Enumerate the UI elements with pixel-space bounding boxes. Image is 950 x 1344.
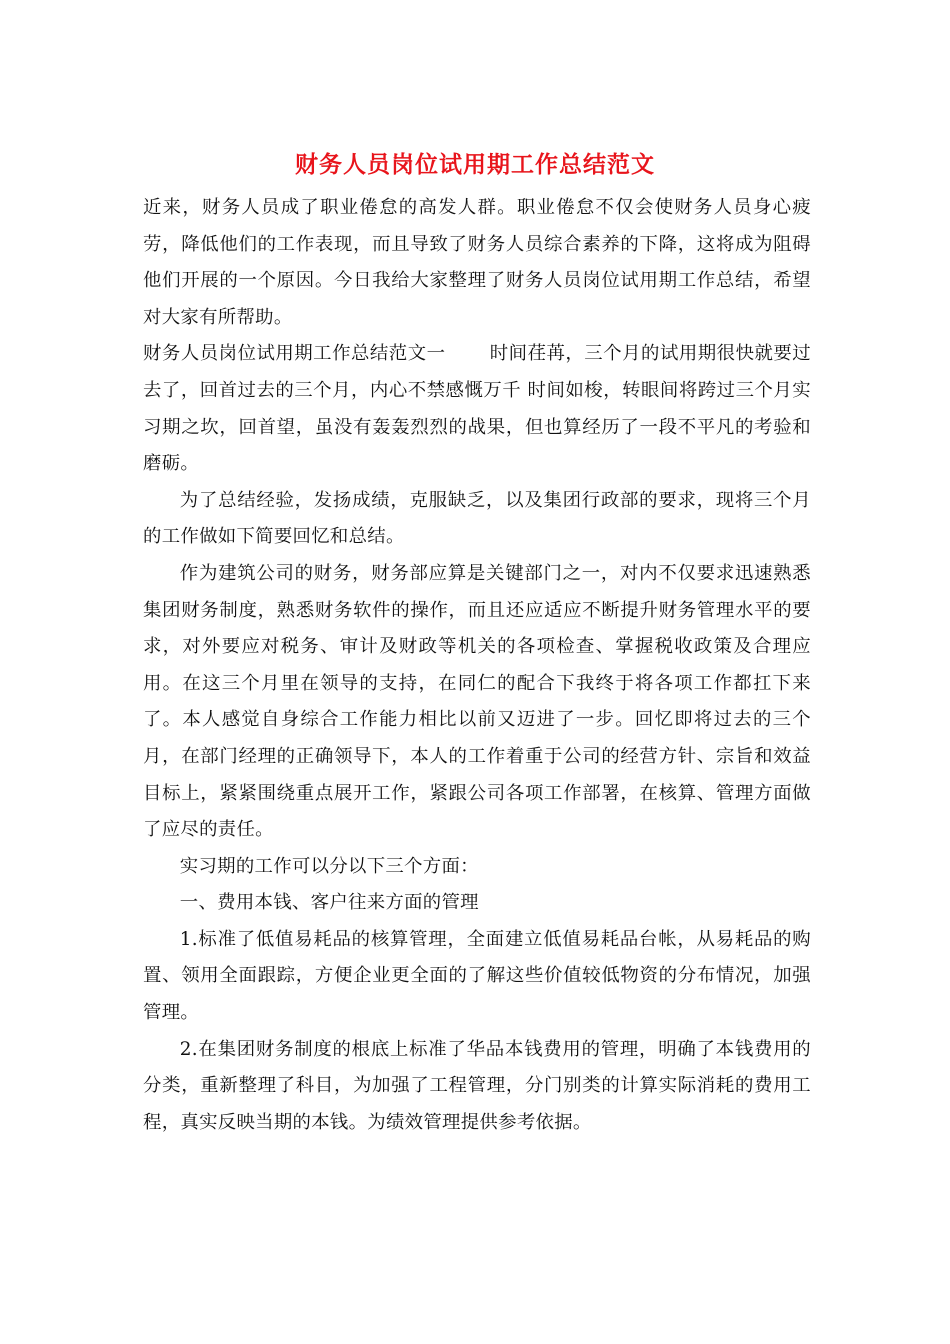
section-heading: 财务人员岗位试用期工作总结范文一	[143, 343, 446, 365]
paragraph-item-1: 1.标准了低值易耗品的核算管理，全面建立低值易耗品台帐，从易耗品的购置、领用全面跟踪，方便企业更全面的了解这些价值较低物资的分布情况，加强管理。	[143, 928, 811, 1024]
paragraph-intro: 近来，财务人员成了职业倦怠的高发人群。职业倦怠不仅会使财务人员身心疲劳，降低他们的工作表现，而且导致了财务人员综合素养的下降，这将成为阻碍他们开展的一个原因。今日我给大家整理了财务人员岗位试用期工作总结，希望对大家有所帮助。	[143, 197, 811, 328]
paragraph-role: 作为建筑公司的财务，财务部应算是关键部门之一，对内不仅要求迅速熟悉集团财务制度，熟悉财务软件的操作，而且还应适应不断提升财务管理水平的要求，对外要应对税务、审计及财政等机关的各项检查、掌握税收政策及合理应用。在这三个月里在领导的支持，在同仁的配合下我终于将各项工作都扛下来了。本人感觉自身综合工作能力相比以前又迈进了一步。回忆即将过去的三个月，在部门经理的正确领导下，本人的工作着重于公司的经营方针、宗旨和效益目标上，紧紧围绕重点展开工作，紧跟公司各项工作部署，在核算、管理方面做了应尽的责任。	[143, 562, 811, 841]
document-title: 财务人员岗位试用期工作总结范文	[295, 151, 655, 178]
paragraph-item-2: 2.在集团财务制度的根底上标准了华品本钱费用的管理，明确了本钱费用的分类，重新整理了科目，为加强了工程管理，分门别类的计算实际消耗的费用工程，真实反映当期的本钱。为绩效管理提供参考依据。	[143, 1038, 811, 1133]
paragraph-section-one	[143, 336, 811, 482]
paragraph-aspects: 实习期的工作可以分以下三个方面：	[179, 855, 479, 877]
section-text: 时间荏苒，三个月的试用期很快就要过去了，回首过去的三个月，内心不禁感慨万千 时间如梭，转眼间将跨过三个月实习期之坎，回首望，虽没有轰轰烈烈的战果，但也算经历了一段不平凡的考验和磨砺。	[143, 343, 811, 475]
document-body	[143, 190, 811, 1141]
paragraph-subheading-one: 一、费用本钱、客户往来方面的管理	[179, 892, 479, 914]
paragraph-purpose: 为了总结经验，发扬成绩，克服缺乏，以及集团行政部的要求，现将三个月的工作做如下简要回忆和总结。	[143, 489, 811, 548]
